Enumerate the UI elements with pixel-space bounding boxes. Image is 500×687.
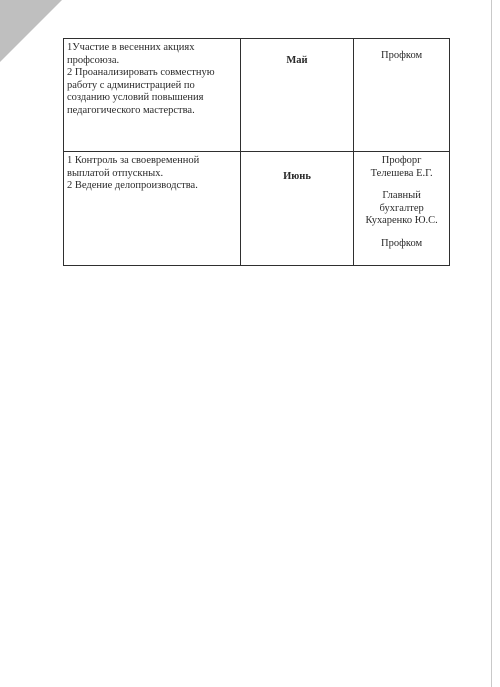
page-corner-fold	[0, 0, 62, 62]
responsible-line: Телешева Е.Г.	[370, 167, 433, 179]
table-row	[64, 39, 450, 152]
task-cell	[64, 152, 241, 266]
plan-table	[63, 38, 450, 266]
responsible-line: Профорг	[381, 155, 422, 166]
page-edge-shadow	[491, 0, 492, 687]
task-line: 1 Контроль за своевременной	[67, 155, 200, 166]
task-line: 1Участие в весенних акциях	[67, 42, 195, 53]
responsible-line: Кухаренко Ю.С.	[365, 215, 438, 226]
task-line: 2 Ведение делопроизводства.	[67, 180, 198, 191]
responsible-line: Профком	[381, 237, 423, 249]
task-line: педагогического мастерства.	[67, 104, 195, 116]
task-line: профсоюза.	[67, 54, 120, 66]
responsible-line: бухгалтер	[379, 202, 424, 214]
date-cell	[240, 152, 354, 266]
task-line: созданию условий повышения	[67, 92, 204, 103]
responsible-cell	[354, 152, 450, 266]
responsible-line: Профком	[381, 50, 423, 61]
table-row	[64, 152, 450, 266]
task-line: работу с администрацией по	[67, 79, 195, 91]
date-label: Июнь	[283, 171, 311, 182]
responsible-cell	[354, 39, 450, 152]
date-label: Май	[286, 55, 308, 66]
task-cell	[64, 39, 241, 152]
date-cell	[240, 39, 354, 152]
task-line: выплатой отпускных.	[67, 167, 164, 179]
responsible-line: Главный	[382, 190, 421, 201]
task-line: 2 Проанализировать совместную	[67, 67, 215, 78]
